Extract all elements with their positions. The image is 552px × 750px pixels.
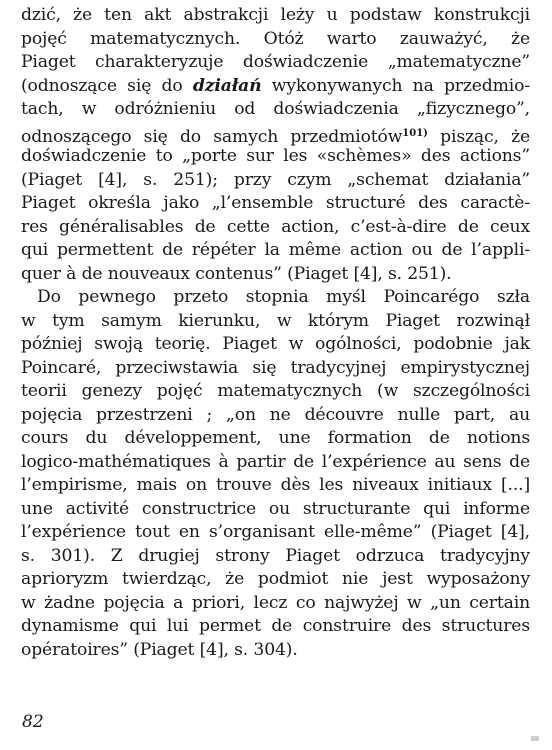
text-line: opératoires” (Piaget [4], s. 304). bbox=[21, 639, 298, 660]
text-line: Do pewnego przeto stopnia myśl Poincarégo szła bbox=[37, 287, 530, 307]
paragraph-2 bbox=[21, 286, 530, 662]
text-fragment: pisząc, że bbox=[427, 126, 530, 147]
text-line: doświadczenie to „porte sur les «schèmes» des actions” bbox=[21, 146, 530, 166]
text-line: teorii genezy pojęć matematycznych (w szczególności bbox=[21, 381, 530, 401]
text-line: s. 301). Z drugiej strony Piaget odrzuca tradycyjny bbox=[21, 545, 530, 566]
text-line bbox=[21, 122, 530, 146]
footnote-reference: 101) bbox=[402, 127, 428, 139]
text-line: res généralisables de cette action, c’est-à-dire de ceux bbox=[21, 216, 530, 237]
text-line: dzić, że ten akt abstrakcji leży u podstaw konstrukcji bbox=[21, 5, 530, 25]
text-line: Piaget określa jako „l’ensemble structuré des caractè- bbox=[21, 193, 530, 213]
text-line: une activité constructrice ou structurante qui informe bbox=[21, 498, 530, 519]
text-line bbox=[21, 75, 530, 99]
text-line: pojęcia przestrzeni ; „on ne découvre nulle part, au bbox=[21, 404, 530, 425]
text-line: pojęć matematycznych. Otóż warto zauważyć, że bbox=[21, 28, 530, 49]
text-fragment: odnoszącego się do samych przedmiotów bbox=[21, 126, 403, 147]
text-line: cours du développement, une formation de notions bbox=[21, 428, 530, 448]
text-line: Poincaré, przeciwstawia się tradycyjnej empirystycznej bbox=[21, 357, 530, 378]
text-line: Piaget charakteryzuje doświadczenie „matematyczne” bbox=[21, 52, 530, 72]
text-fragment: (odnoszące się do bbox=[21, 75, 193, 96]
text-line: tach, w odróżnieniu od doświadczenia „fizycznego”, bbox=[21, 99, 530, 119]
page-number: 82 bbox=[22, 712, 44, 732]
text-line: qui permettent de répéter la même action ou de l’appli- bbox=[21, 240, 530, 260]
text-line: w tym samym kierunku, w którym Piaget rozwinął bbox=[21, 310, 530, 331]
text-line: logico-mathématiques à partir de l’expérience au sens de bbox=[21, 451, 530, 472]
text-fragment: wykonywanych na przedmio- bbox=[261, 75, 530, 96]
body-text bbox=[21, 4, 530, 662]
paragraph-1 bbox=[21, 4, 530, 286]
text-line: quer à de nouveaux contenus” (Piaget [4], s. 251). bbox=[21, 263, 452, 284]
emphasized-word: działań bbox=[192, 75, 262, 96]
text-line: l’empirisme, mais on trouve dès les niveaux initiaux [...] bbox=[21, 475, 530, 495]
text-line: dynamisme qui lui permet de construire des structures bbox=[21, 616, 530, 636]
text-line: l’expérience tout en s’organisant elle-même” (Piaget [4], bbox=[21, 522, 530, 542]
text-line: aprioryzm twierdząc, że podmiot nie jest wyposażony bbox=[21, 569, 530, 589]
text-line: (Piaget [4], s. 251); przy czym „schemat działania” bbox=[21, 169, 530, 190]
text-line: później swoją teorię. Piaget w ogólności, podobnie jak bbox=[21, 334, 530, 354]
scan-artifact bbox=[531, 736, 539, 741]
text-line: w żadne pojęcia a priori, lecz co najwyżej w „un certain bbox=[21, 592, 530, 613]
